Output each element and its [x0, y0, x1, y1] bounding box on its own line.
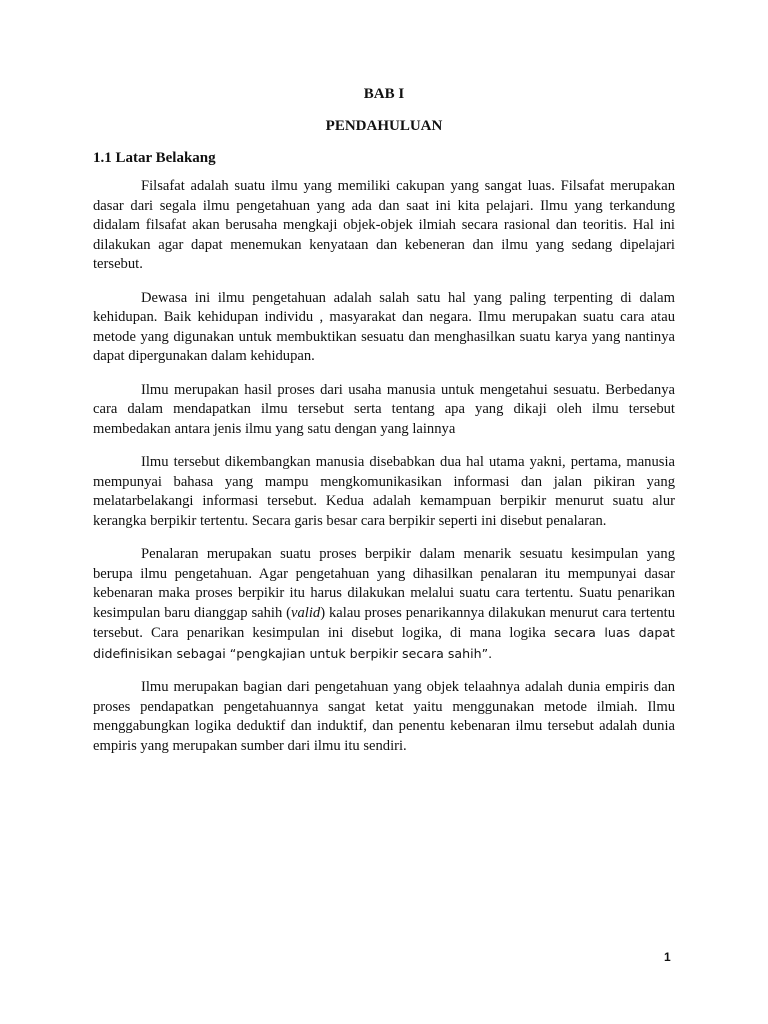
chapter-title: PENDAHULUAN [325, 118, 443, 134]
paragraph-4: Ilmu tersebut dikembangkan manusia disebabkan dua hal utama yakni, pertama, manusia mempunyai bahasa yang mampu mengkomunikasikan informasi dan jalan pikiran yang melatarbelakangi informasi tersebut. Kedua adalah kemampuan berpikir menurut suatu alur kerangka berpikir tertentu. Secara garis besar cara berpikir seperti ini disebut penalaran. [93, 454, 675, 529]
paragraph-1: Filsafat adalah suatu ilmu yang memiliki cakupan yang sangat luas. Filsafat merupakan dasar dari segala ilmu pengetahuan yang ada dan saat ini kita pelajari. Ilmu yang terkandung didalam filsafat akan berusaha mengkaji objek-objek ilmiah secara rasional dan teoritis. Hal ini dilakukan agar dapat menemukan kenyataan dan kebeneran dan ilmu yang sedang dipelajari tersebut. [93, 178, 675, 272]
chapter-label: BAB I [363, 86, 405, 102]
paragraph-5-text-a: Penalaran merupakan suatu proses berpikir dalam menarik sesuatu kesimpulan yang berupa ilmu pengetahuan. Agar pengetahuan yang dihasilkan penalaran itu mempunyai dasar kebenaran maka proses berpikir itu harus dilakukan melalui suatu cara tertentu. Suatu penarikan kesimpulan baru dianggap sahih ( [93, 546, 675, 621]
paragraph-2: Dewasa ini ilmu pengetahuan adalah salah satu hal yang paling terpenting di dalam kehidupan. Baik kehidupan individu , masyarakat dan negara. Ilmu merupakan suatu cara atau metode yang digunakan untuk membuktikan sesuatu dan menghasilkan suatu karya yang nantinya dapat dipergunakan dalam kehidupan. [93, 289, 675, 364]
section-heading: 1.1 Latar Belakang [93, 150, 216, 166]
paragraph-5 [93, 545, 675, 664]
paragraph-3: Ilmu merupakan hasil proses dari usaha manusia untuk mengetahui sesuatu. Berbedanya cara dalam mendapatkan ilmu tersebut serta tentang apa yang dikaji oleh ilmu tersebut membedakan antara jenis ilmu yang satu dengan yang lainnya [93, 381, 675, 437]
paragraph-5-definition: secara luas dapat didefinisikan sebagai “pengkajian untuk berpikir secara sahih”. [93, 625, 675, 661]
italic-term-valid: valid [291, 604, 321, 621]
body-text [93, 177, 675, 770]
paragraph-5-text-b: ) kalau proses penarikannya dilakukan menurut cara tertentu tersebut. Cara penarikan kesimpulan ini disebut logika, di mana logika [93, 604, 676, 641]
paragraph-6: Ilmu merupakan bagian dari pengetahuan yang objek telaahnya adalah dunia empiris dan proses pendapatkan pengetahuannya sangat ketat yaitu menggunakan metode ilmiah. Ilmu menggabungkan logika deduktif dan induktif, dan penentu kebenaran ilmu tersebut adalah dunia empiris yang merupakan sumber dari ilmu itu sendiri. [93, 679, 675, 754]
page-number: 1 [664, 950, 671, 964]
